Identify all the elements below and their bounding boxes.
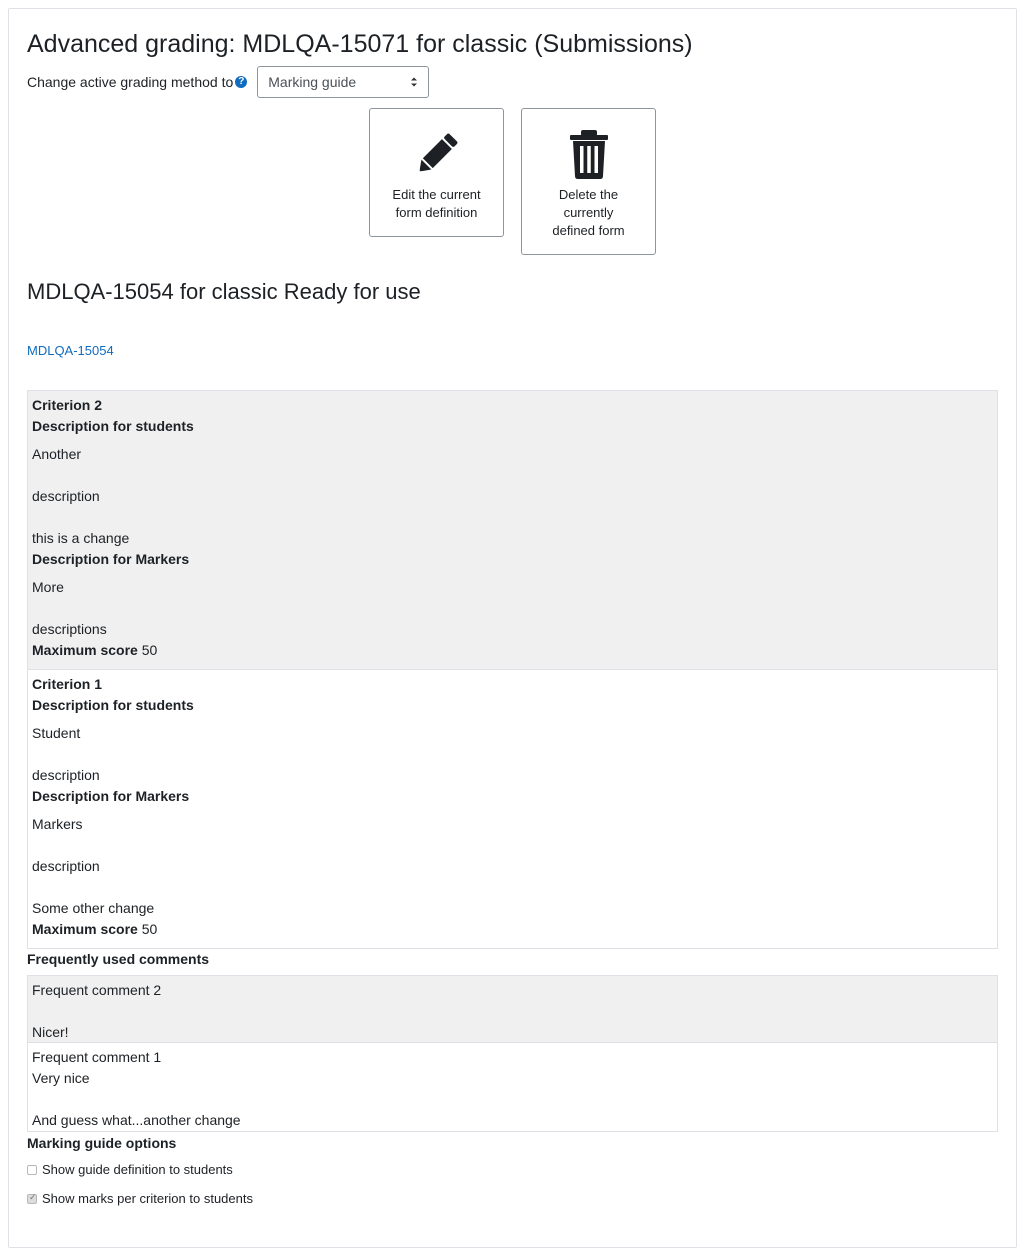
max-score-label: Maximum score [32,642,138,658]
question-circle-icon[interactable]: ? [235,76,247,88]
grading-method-label: Change active grading method to [27,74,234,90]
max-score-value: 50 [141,921,158,937]
comment-row [27,1043,998,1132]
comment-line: Nicer! [32,1024,69,1040]
criterion-student-desc [32,444,993,549]
page-title: Advanced grading: MDLQA-15071 for classic (Submissions) [27,30,693,58]
comment-row [27,975,998,1043]
desc-line: description [32,767,100,783]
desc-students-label: Description for students [32,697,194,713]
desc-line: descriptions [32,621,107,637]
show-marks-label: Show marks per criterion to students [42,1191,253,1206]
desc-line: description [32,488,100,504]
definition-link[interactable]: MDLQA-15054 [27,343,114,358]
criterion-student-desc [32,723,993,786]
criteria-table [27,390,998,949]
desc-markers-label: Description for Markers [32,551,190,567]
max-score-value: 50 [141,642,158,658]
comment-line: And guess what...another change [32,1112,241,1128]
criterion-row [27,390,998,670]
max-score-label: Maximum score [32,921,138,937]
show-marks-checkbox[interactable] [27,1194,37,1204]
criterion-row [27,670,998,949]
grading-method-select[interactable] [257,66,429,98]
delete-form-label-2: currently [563,205,614,220]
desc-line: Markers [32,816,83,832]
desc-line: More [32,579,64,595]
desc-line: Another [32,446,82,462]
grading-method-row [27,66,429,98]
criterion-marker-desc [32,814,993,919]
comment-line: Frequent comment 2 [32,982,162,998]
desc-students-label: Description for students [32,418,194,434]
edit-form-label-1: Edit the current [392,187,481,202]
show-definition-label: Show guide definition to students [42,1162,233,1177]
desc-markers-label: Description for Markers [32,788,190,804]
comment-line: Very nice [32,1070,90,1086]
comment-line: Frequent comment 1 [32,1049,162,1065]
definition-title: MDLQA-15054 for classic Ready for use [27,279,421,304]
options-heading: Marking guide options [27,1135,177,1151]
desc-line: Some other change [32,900,155,916]
select-caret-icon [410,76,418,88]
desc-line: this is a change [32,530,130,546]
comments-heading: Frequently used comments [27,951,210,967]
comments-table [27,975,998,1132]
criterion-name: Criterion 2 [32,397,103,413]
delete-form-label-1: Delete the [558,187,619,202]
trash-icon [563,128,615,180]
show-definition-checkbox[interactable] [27,1165,37,1175]
edit-form-button[interactable] [369,108,504,237]
option-show-definition [27,1162,233,1177]
edit-form-label-2: form definition [395,205,478,220]
delete-form-label-3: defined form [552,223,625,238]
desc-line: description [32,858,100,874]
desc-line: Student [32,725,81,741]
option-show-marks [27,1191,253,1206]
grading-method-selected: Marking guide [268,74,357,90]
criterion-marker-desc [32,577,993,640]
pencil-icon [411,128,463,180]
criterion-name: Criterion 1 [32,676,103,692]
delete-form-button[interactable] [521,108,656,255]
